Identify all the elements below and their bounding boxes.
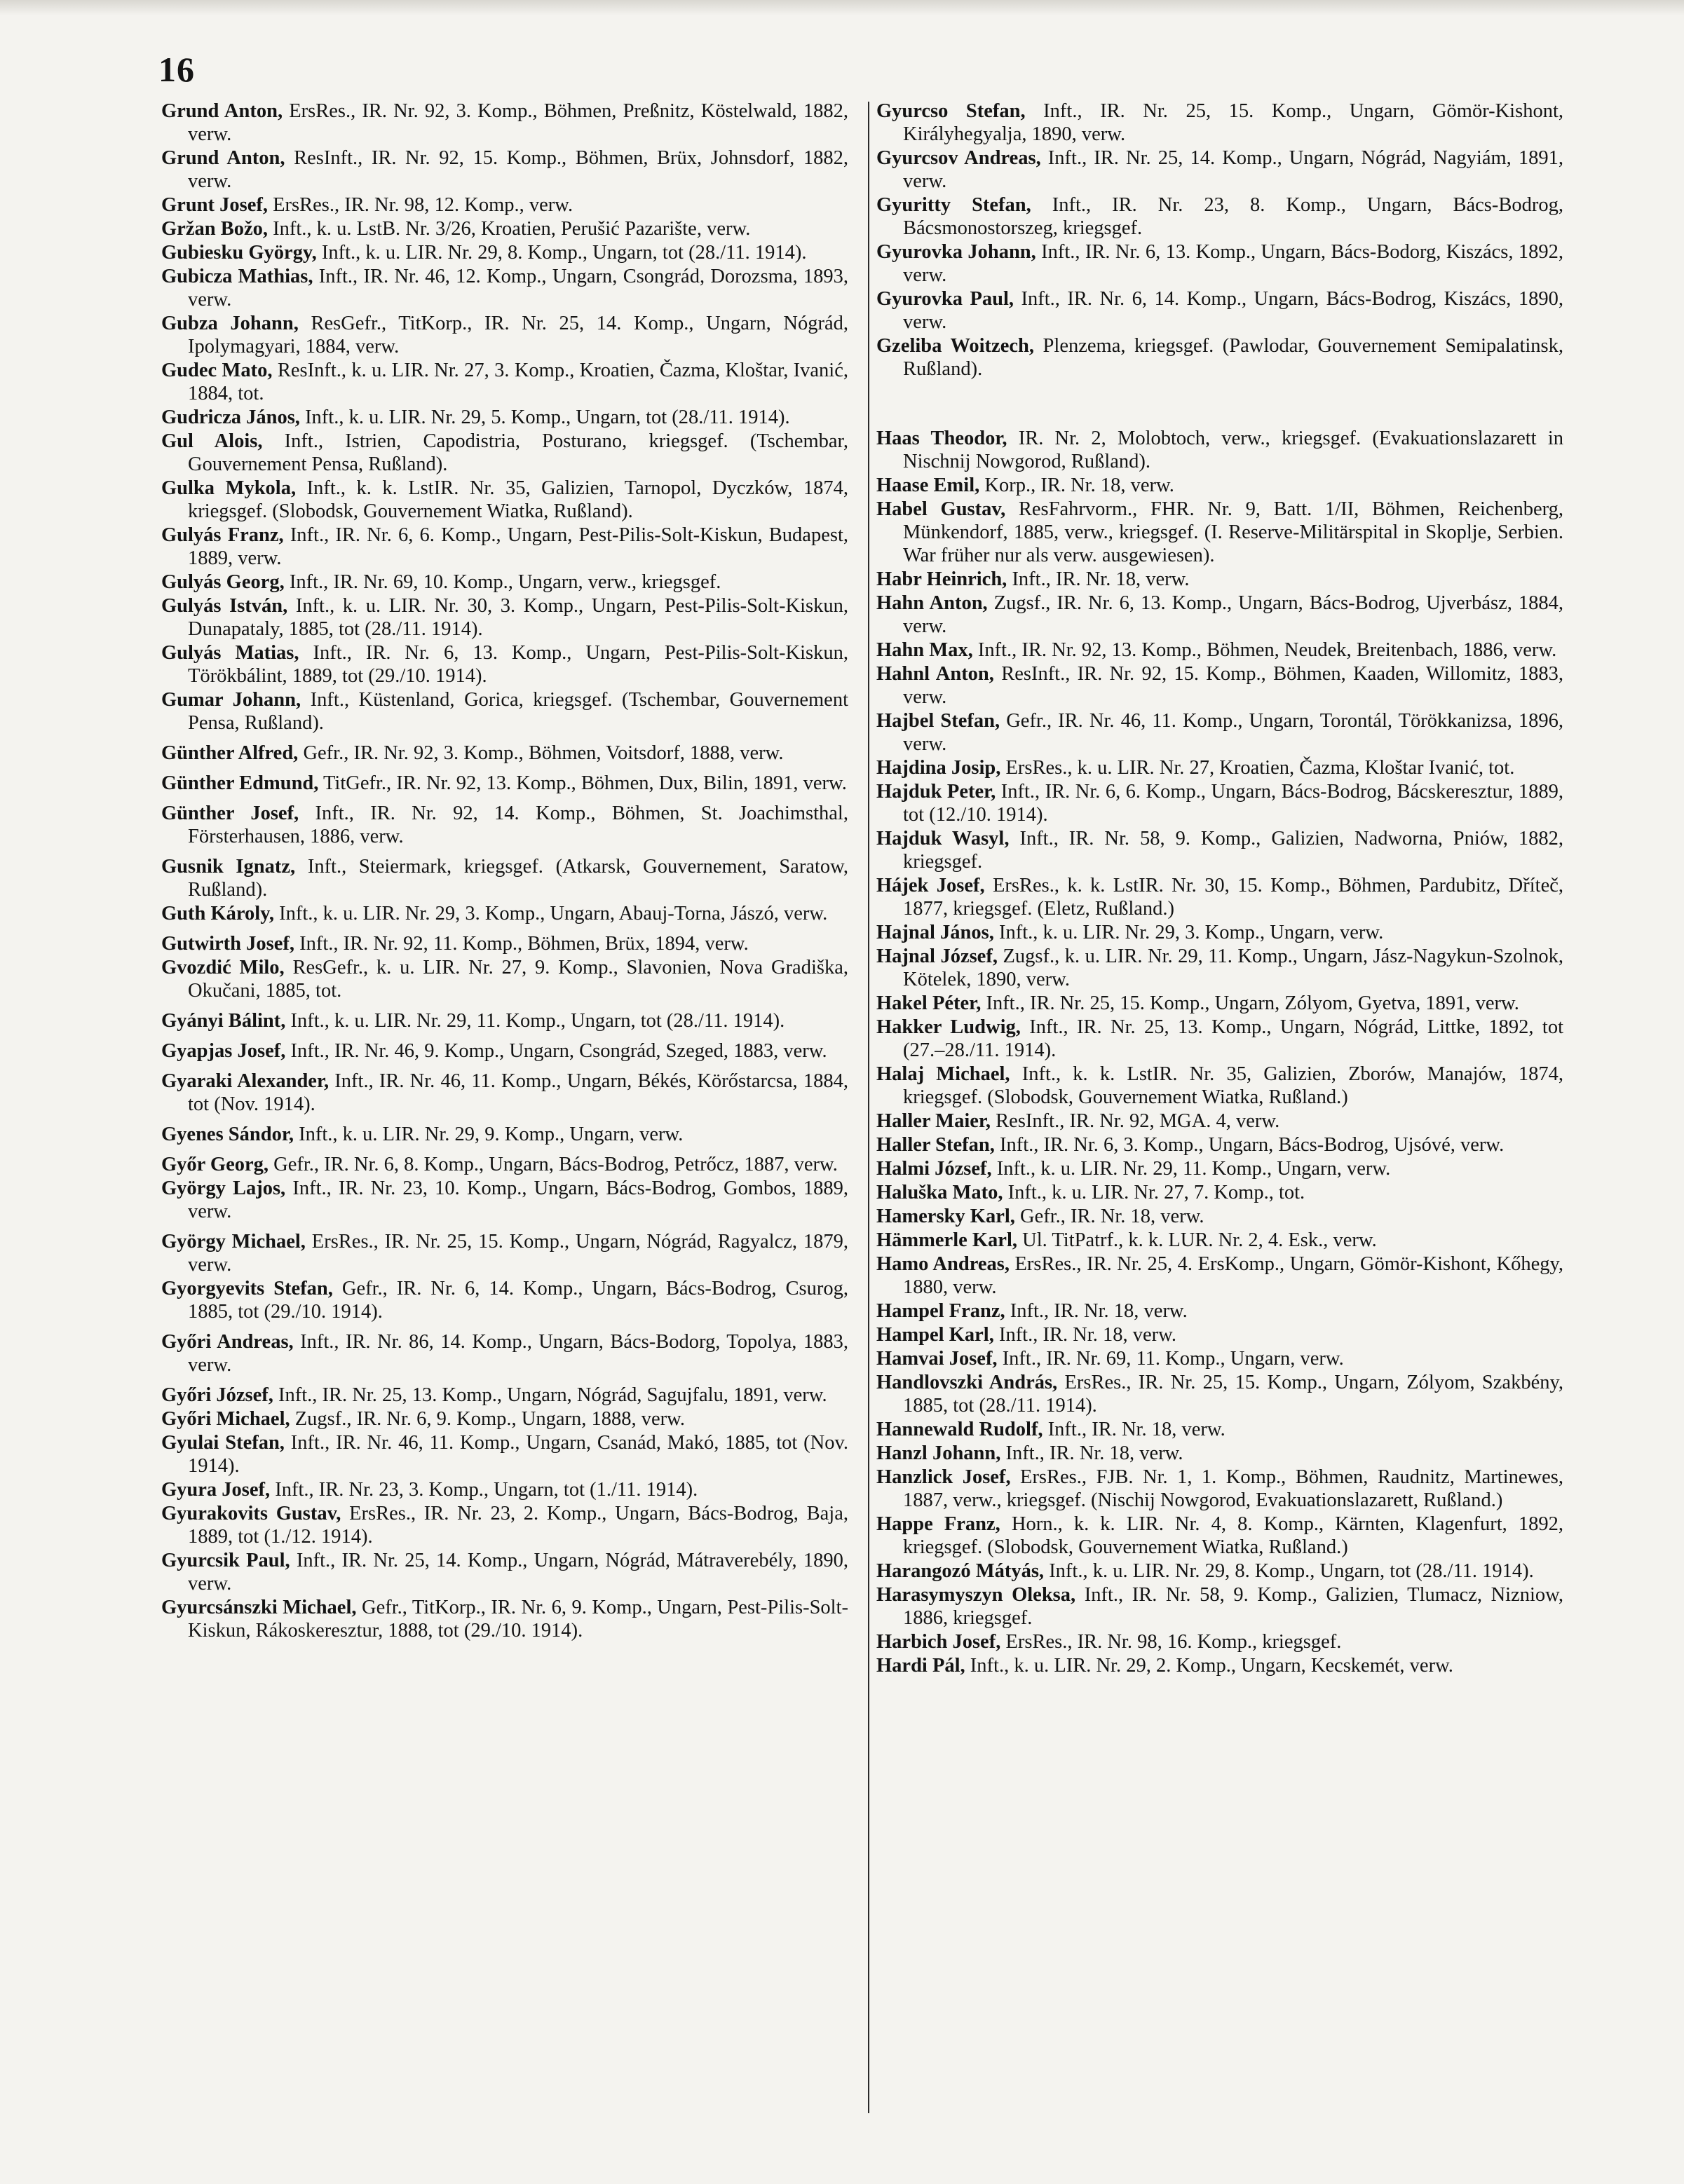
register-entry: [876, 592, 1563, 638]
register-entry: [161, 265, 848, 311]
register-entry: [161, 571, 848, 594]
entry-details: Inft., k. u. LIR. Nr. 29, 8. Komp., Ungarn, tot (28./11. 1914).: [316, 242, 807, 264]
register-entry: [161, 430, 848, 476]
entry-details: Inft., IR. Nr. 58, 9. Komp., Galizien, Tlumacz, Nizniow, 1886, kriegsgef.: [903, 1584, 1563, 1629]
register-entry: [876, 1133, 1563, 1156]
entry-details: Inft., k. u. LIR. Nr. 29, 9. Komp., Ungarn, verw.: [294, 1124, 684, 1145]
entry-details: Inft., IR. Nr. 6, 13. Komp., Ungarn, Bács-Bodorg, Kiszács, 1892, verw.: [903, 241, 1563, 286]
register-entry: [161, 100, 848, 146]
register-entry: [876, 945, 1563, 991]
entry-details: Gefr., IR. Nr. 46, 11. Komp., Ungarn, Torontál, Törökkanizsa, 1896, verw.: [903, 710, 1563, 755]
entry-name: Gul Alois,: [161, 430, 263, 452]
entry-details: Inft., IR. Nr. 92, 11. Komp., Böhmen, Brüx, 1894, verw.: [294, 933, 749, 955]
entry-name: György Lajos,: [161, 1178, 286, 1199]
register-entry: [161, 241, 848, 264]
entry-name: Gvozdić Milo,: [161, 957, 285, 978]
entry-name: Gyorgyevits Stefan,: [161, 1278, 333, 1299]
entry-details: Inft., IR. Nr. 46, 12. Komp., Ungarn, Csongrád, Dorozsma, 1893, verw.: [188, 266, 848, 310]
entry-name: Haller Maier,: [876, 1110, 991, 1132]
register-entry: [876, 1630, 1563, 1653]
register-entry: [876, 827, 1563, 873]
register-entry: [876, 1205, 1563, 1228]
entry-details: ResInft., k. u. LIR. Nr. 27, 3. Komp., Kroatien, Čazma, Kloštar, Ivanić, 1884, tot.: [188, 360, 848, 404]
entry-name: Gutwirth Josef,: [161, 933, 294, 955]
entry-name: Happe Franz,: [876, 1513, 1000, 1535]
entry-name: Győri Michael,: [161, 1408, 290, 1430]
register-entry: [161, 1070, 848, 1116]
entry-details: Inft., IR. Nr. 18, verw.: [1043, 1419, 1225, 1440]
entry-name: Hahnl Anton,: [876, 663, 994, 685]
register-entry: [161, 1153, 848, 1176]
entry-name: Gulyás Georg,: [161, 571, 285, 593]
register-entry: [161, 146, 848, 193]
entry-name: Harangozó Mátyás,: [876, 1560, 1045, 1582]
entry-name: Gyurovka Paul,: [876, 288, 1014, 310]
entry-name: Gudricza János,: [161, 407, 300, 428]
entry-name: Hanzl Johann,: [876, 1442, 1001, 1464]
entry-details: Inft., IR. Nr. 23, 8. Komp., Ungarn, Bács-Bodrog, Bácsmonostorszeg, kriegsgef.: [903, 194, 1564, 239]
entry-name: Hamvai Josef,: [876, 1348, 998, 1370]
register-entry: [876, 1253, 1563, 1299]
entry-details: Inft., k. u. LIR. Nr. 29, 5. Komp., Ungarn, tot (28./11. 1914).: [299, 407, 790, 428]
right-column: [876, 100, 1563, 1678]
entry-details: TitGefr., IR. Nr. 92, 13. Komp., Böhmen, Dux, Bilin, 1891, verw.: [318, 772, 847, 794]
entry-name: Gusnik Ignatz,: [161, 856, 296, 878]
entry-name: Gyurcsov Andreas,: [876, 147, 1041, 169]
entry-details: Inft., IR. Nr. 92, 13. Komp., Böhmen, Neudek, Breitenbach, 1886, verw.: [972, 639, 1557, 661]
entry-details: Inft., IR. Nr. 46, 11. Komp., Ungarn, Békés, Körőstarcsa, 1884, tot (Nov. 1914).: [188, 1070, 848, 1115]
entry-name: Halaj Michael,: [876, 1063, 1010, 1085]
register-entry: [161, 742, 848, 765]
entry-details: Inft., IR. Nr. 18, verw.: [993, 1324, 1176, 1346]
entry-name: György Michael,: [161, 1231, 306, 1253]
entry-details: Inft., Istrien, Capodistria, Posturano, kriegsgef. (Tschembar, Gouvernement Pensa, Rußland).: [188, 430, 848, 475]
register-entry: [161, 1330, 848, 1377]
register-entry: [876, 709, 1563, 756]
entry-details: ErsRes., IR. Nr. 25, 4. ErsKomp., Ungarn, Gömör-Kishont, Kőhegy, 1880, verw.: [903, 1253, 1563, 1298]
entry-name: Gyurcsik Paul,: [161, 1550, 290, 1571]
entry-details: ErsRes., IR. Nr. 23, 2. Komp., Ungarn, Bács-Bodrog, Baja, 1889, tot (1./12. 1914).: [188, 1503, 848, 1548]
register-entry: [876, 427, 1563, 473]
register-entry: [161, 1478, 848, 1501]
register-entry: [161, 193, 848, 217]
register-entry: [161, 1407, 848, 1431]
entry-name: Guth Károly,: [161, 903, 275, 924]
entry-details: Inft., k. u. LIR. Nr. 29, 2. Komp., Ungarn, Kecskemét, verw.: [965, 1655, 1453, 1677]
register-entry: [161, 1549, 848, 1595]
entry-details: Inft., IR. Nr. 6, 14. Komp., Ungarn, Bács-Bodrog, Kiszács, 1890, verw.: [903, 288, 1563, 333]
register-entry: [876, 1016, 1563, 1062]
entry-details: ResGefr., TitKorp., IR. Nr. 25, 14. Komp., Ungarn, Nógrád, Ipolymagyari, 1884, verw.: [188, 313, 848, 357]
entry-details: Inft., Steiermark, kriegsgef. (Atkarsk, Gouvernement, Saratow, Rußland).: [188, 856, 848, 901]
register-entry: [876, 1654, 1563, 1677]
entry-details: Gefr., IR. Nr. 92, 3. Komp., Böhmen, Voitsdorf, 1888, verw.: [298, 742, 784, 764]
entry-details: ResInft., IR. Nr. 92, 15. Komp., Böhmen, Kaaden, Willomitz, 1883, verw.: [903, 663, 1563, 708]
register-entry: [161, 1039, 848, 1063]
entry-name: Gubiesku György,: [161, 242, 317, 264]
register-entry: [161, 1177, 848, 1223]
register-entry: [161, 641, 848, 688]
register-entry: [876, 1299, 1563, 1323]
register-entry: [161, 312, 848, 358]
entry-name: Gyura Josef,: [161, 1479, 271, 1501]
entry-details: Inft., IR. Nr. 6, 13. Komp., Ungarn, Pest-Pilis-Solt-Kiskun, Törökbálint, 1889, tot (29./10. 1914).: [188, 642, 848, 687]
register-entry: [161, 802, 848, 848]
entry-details: Gefr., TitKorp., IR. Nr. 6, 9. Komp., Ungarn, Pest-Pilis-Solt-Kiskun, Rákoskeresztur, 1888, tot (29./10. 1914).: [188, 1597, 848, 1642]
entry-name: Günther Alfred,: [161, 742, 299, 764]
entry-name: Gudec Mato,: [161, 360, 273, 381]
entry-details: Zugsf., IR. Nr. 6, 9. Komp., Ungarn, 1888, verw.: [290, 1408, 685, 1430]
register-entry: [161, 902, 848, 925]
entry-name: Hajnal József,: [876, 946, 998, 967]
entry-name: Gyurakovits Gustav,: [161, 1503, 341, 1524]
register-entry: [161, 1502, 848, 1548]
entry-name: Habr Heinrich,: [876, 568, 1007, 590]
entry-details: Inft., IR. Nr. 23, 10. Komp., Ungarn, Bács-Bodrog, Gombos, 1889, verw.: [188, 1178, 848, 1222]
register-entry: [876, 1418, 1563, 1441]
register-entry: [876, 1466, 1563, 1512]
entry-name: Gyurovka Johann,: [876, 241, 1036, 263]
register-entry: [876, 992, 1563, 1015]
left-column: [161, 100, 848, 1643]
entry-details: Inft., k. k. LstIR. Nr. 35, Galizien, Zborów, Manajów, 1874, kriegsgef. (Slobodsk, Gouvernement Wiatka, Rußland.): [903, 1063, 1563, 1108]
entry-details: Inft., IR. Nr. 6, 3. Komp., Ungarn, Bács-Bodrog, Ujsóvé, verw.: [994, 1134, 1505, 1156]
entry-name: Hajnal János,: [876, 922, 994, 943]
register-entry: [876, 240, 1563, 287]
entry-details: ResInft., IR. Nr. 92, MGA. 4, verw.: [991, 1110, 1280, 1132]
entry-name: Gržan Božo,: [161, 218, 268, 240]
register-entry: [876, 100, 1563, 146]
entry-name: Haller Stefan,: [876, 1134, 995, 1156]
entry-details: Inft., k. u. LIR. Nr. 29, 11. Komp., Ungarn, tot (28./11. 1914).: [285, 1010, 785, 1032]
entry-name: Günther Josef,: [161, 803, 299, 824]
register-entry: [161, 524, 848, 570]
entry-name: Hájek Josef,: [876, 875, 985, 896]
entry-details: Inft., Küstenland, Gorica, kriegsgef. (Tschembar, Gouvernement Pensa, Rußland).: [188, 689, 848, 734]
entry-details: Horn., k. k. LIR. Nr. 4, 8. Komp., Kärnten, Klagenfurt, 1892, kriegsgef. (Slobodsk, Gouvernement Wiatka, Rußland.): [903, 1513, 1563, 1558]
register-entry: [876, 568, 1563, 591]
entry-name: Gyenes Sándor,: [161, 1124, 294, 1145]
entry-name: Haluška Mato,: [876, 1182, 1003, 1203]
entry-details: ErsRes., IR. Nr. 25, 15. Komp., Ungarn, Zólyom, Szakbény, 1885, tot (28./11. 1914).: [903, 1372, 1563, 1417]
entry-name: Günther Edmund,: [161, 772, 319, 794]
register-entry: [161, 594, 848, 641]
entry-name: Gyurcsánszki Michael,: [161, 1597, 357, 1618]
register-entry: [876, 1181, 1563, 1204]
register-entry: [161, 855, 848, 901]
entry-name: Hannewald Rudolf,: [876, 1419, 1043, 1440]
entry-details: Inft., IR. Nr. 18, verw.: [1007, 568, 1190, 590]
register-entry: [876, 498, 1563, 567]
register-entry: [876, 1583, 1563, 1630]
register-entry: [161, 1230, 848, 1276]
entry-name: Hajduk Wasyl,: [876, 828, 1010, 849]
entry-details: Inft., k. k. LstIR. Nr. 35, Galizien, Tarnopol, Dyczków, 1874, kriegsgef. (Slobodsk, Gouvernement Wiatka, Rußland).: [188, 477, 848, 522]
entry-details: Inft., IR. Nr. 69, 11. Komp., Ungarn, verw.: [997, 1348, 1344, 1370]
entry-name: Gulyás István,: [161, 595, 288, 617]
entry-details: Ul. TitPatrf., k. k. LUR. Nr. 2, 4. Esk., verw.: [1017, 1229, 1377, 1251]
register-entry: [876, 921, 1563, 944]
entry-details: ErsRes., k. k. LstIR. Nr. 30, 15. Komp., Böhmen, Pardubitz, Dříteč, 1877, kriegsgef. (Eletz, Rußland.): [903, 875, 1564, 920]
entry-details: Inft., k. u. LIR. Nr. 29, 3. Komp., Ungarn, verw.: [993, 922, 1384, 943]
register-entry: [876, 287, 1563, 334]
register-entry: [876, 1063, 1563, 1109]
entry-name: Gulyás Matias,: [161, 642, 299, 664]
register-entry: [876, 1323, 1563, 1346]
register-entry: [161, 1596, 848, 1642]
entry-name: Gulka Mykola,: [161, 477, 297, 499]
entry-name: Grunt Josef,: [161, 194, 268, 216]
entry-details: ResFahrvorm., FHR. Nr. 9, Batt. 1/II, Böhmen, Reichenberg, Münkendorf, 1885, verw., kriegsgef. (I. Reserve-Militärspital in Skoplje, Serbien. War früher nur als verw. ausgewiesen).: [903, 498, 1563, 566]
register-entry: [161, 932, 848, 955]
entry-details: ResGefr., k. u. LIR. Nr. 27, 9. Komp., Slavonien, Nova Gradiška, Okučani, 1885, tot.: [188, 957, 848, 1002]
entry-name: Gyurcso Stefan,: [876, 100, 1026, 122]
page-edge-shadow: [0, 0, 1684, 15]
entry-details: ErsRes., IR. Nr. 98, 12. Komp., verw.: [268, 194, 573, 216]
entry-details: Inft., k. u. LIR. Nr. 29, 3. Komp., Ungarn, Abauj-Torna, Jászó, verw.: [274, 903, 828, 924]
entry-name: Hampel Franz,: [876, 1300, 1005, 1322]
entry-name: Hahn Max,: [876, 639, 973, 661]
entry-details: Inft., IR. Nr. 69, 10. Komp., Ungarn, verw., kriegsgef.: [284, 571, 721, 593]
entry-name: Gyuritty Stefan,: [876, 194, 1031, 216]
entry-details: Inft., IR. Nr. 86, 14. Komp., Ungarn, Bács-Bodorg, Topolya, 1883, verw.: [188, 1331, 848, 1376]
entry-details: Inft., IR. Nr. 46, 9. Komp., Ungarn, Csongrád, Szeged, 1883, verw.: [285, 1040, 827, 1062]
entry-name: Hajbel Stefan,: [876, 710, 1000, 732]
register-entry: [876, 1157, 1563, 1180]
register-entry: [876, 474, 1563, 497]
entry-details: ErsRes., IR. Nr. 98, 16. Komp., kriegsgef.: [1000, 1631, 1342, 1653]
register-entry: [161, 772, 848, 795]
entry-details: Inft., k. u. LIR. Nr. 30, 3. Komp., Ungarn, Pest-Pilis-Solt-Kiskun, Dunapataly, 1885, tot (28./11. 1914).: [188, 595, 848, 640]
entry-details: Inft., IR. Nr. 25, 14. Komp., Ungarn, Nógrád, Nagyiám, 1891, verw.: [903, 147, 1563, 192]
entry-name: Hamersky Karl,: [876, 1206, 1015, 1227]
entry-name: Gubza Johann,: [161, 313, 299, 334]
register-entry: [876, 1229, 1563, 1252]
entry-details: Inft., IR. Nr. 92, 14. Komp., Böhmen, St. Joachimsthal, Försterhausen, 1886, verw.: [188, 803, 848, 847]
entry-name: Hakker Ludwig,: [876, 1016, 1021, 1038]
entry-name: Hajduk Peter,: [876, 781, 996, 803]
entry-details: ErsRes., k. u. LIR. Nr. 27, Kroatien, Čazma, Kloštar Ivanić, tot.: [1000, 757, 1515, 779]
entry-name: Hardi Pál,: [876, 1655, 965, 1677]
entry-name: Hamo Andreas,: [876, 1253, 1010, 1275]
entry-name: Gyulai Stefan,: [161, 1432, 285, 1454]
entry-name: Gyányi Bálint,: [161, 1010, 286, 1032]
register-entry: [876, 1442, 1563, 1465]
entry-details: Gefr., IR. Nr. 18, verw.: [1014, 1206, 1204, 1227]
register-entry: [161, 1384, 848, 1407]
register-entry: [161, 956, 848, 1002]
entry-name: Győri József,: [161, 1384, 273, 1406]
entry-name: Haase Emil,: [876, 475, 980, 496]
entry-details: Inft., IR. Nr. 18, verw.: [1000, 1442, 1183, 1464]
entry-details: Korp., IR. Nr. 18, verw.: [979, 475, 1174, 496]
register-entry: [876, 146, 1563, 193]
entry-name: Haas Theodor,: [876, 428, 1007, 449]
entry-name: Gulyás Franz,: [161, 524, 284, 546]
entry-details: ResInft., IR. Nr. 92, 15. Komp., Böhmen, Brüx, Johnsdorf, 1882, verw.: [188, 147, 848, 192]
register-entry: [161, 477, 848, 523]
register-entry: [876, 780, 1563, 826]
entry-name: Gumar Johann,: [161, 689, 301, 711]
entry-name: Gyaraki Alexander,: [161, 1070, 330, 1092]
entry-name: Gzeliba Woitzech,: [876, 335, 1034, 357]
register-entry: [876, 639, 1563, 662]
entry-details: Inft., k. u. LIR. Nr. 29, 8. Komp., Ungarn, tot (28./11. 1914).: [1044, 1560, 1534, 1582]
entry-name: Hampel Karl,: [876, 1324, 994, 1346]
entry-name: Hahn Anton,: [876, 592, 988, 614]
entry-name: Hakel Péter,: [876, 992, 982, 1014]
entry-name: Handlovszki András,: [876, 1372, 1058, 1393]
entry-name: Gubicza Mathias,: [161, 266, 313, 287]
register-entry: [161, 217, 848, 240]
entry-details: Inft., IR. Nr. 25, 15. Komp., Ungarn, Zólyom, Gyetva, 1891, verw.: [981, 992, 1519, 1014]
entry-details: Inft., IR. Nr. 25, 14. Komp., Ungarn, Nógrád, Mátraverebély, 1890, verw.: [188, 1550, 848, 1595]
register-entry: [876, 334, 1563, 381]
register-entry: [876, 874, 1563, 920]
entry-name: Harbich Josef,: [876, 1631, 1001, 1653]
entry-name: Hajdina Josip,: [876, 757, 1001, 779]
entry-name: Harasymyszyn Oleksa,: [876, 1584, 1076, 1606]
register-entry: [161, 1123, 848, 1146]
register-entry: [161, 688, 848, 735]
entry-details: Zugsf., IR. Nr. 6, 13. Komp., Ungarn, Bács-Bodrog, Ujverbász, 1884, verw.: [903, 592, 1563, 637]
entry-details: ErsRes., FJB. Nr. 1, 1. Komp., Böhmen, Raudnitz, Martinewes, 1887, verw., kriegsgef. (Nischij Nowgorod, Evakuationslazarett, Rußland.): [903, 1466, 1563, 1511]
entry-details: Inft., IR. Nr. 46, 11. Komp., Ungarn, Csanád, Makó, 1885, tot (Nov. 1914).: [188, 1432, 849, 1477]
register-entry: [161, 1431, 848, 1477]
entry-name: Grund Anton,: [161, 100, 283, 122]
register-entry: [161, 1009, 848, 1032]
register-entry: [161, 1277, 848, 1323]
entry-details: Inft., k. u. LIR. Nr. 29, 11. Komp., Ungarn, verw.: [991, 1158, 1391, 1180]
entry-details: ErsRes., IR. Nr. 25, 15. Komp., Ungarn, Nógrád, Ragyalcz, 1879, verw.: [188, 1231, 848, 1276]
entry-name: Győr Georg,: [161, 1154, 269, 1175]
entry-details: Inft., k. u. LstB. Nr. 3/26, Kroatien, Perušić Pazarište, verw.: [267, 218, 751, 240]
entry-details: Inft., IR. Nr. 6, 6. Komp., Ungarn, Pest-Pilis-Solt-Kiskun, Budapest, 1889, verw.: [188, 524, 848, 569]
register-entry: [876, 1371, 1563, 1417]
register-entry: [161, 406, 848, 429]
entry-details: Plenzema, kriegsgef. (Pawlodar, Gouvernement Semipalatinsk, Rußland).: [903, 335, 1564, 380]
register-entry: [876, 1347, 1563, 1370]
column-divider: [868, 102, 869, 2113]
register-entry: [876, 1513, 1563, 1559]
register-entry: [876, 662, 1563, 709]
entry-details: Inft., IR. Nr. 25, 13. Komp., Ungarn, Nógrád, Littke, 1892, tot (27.–28./11. 1914).: [903, 1016, 1563, 1061]
entry-details: Inft., IR. Nr. 58, 9. Komp., Galizien, Nadworna, Pniów, 1882, kriegsgef.: [903, 828, 1564, 873]
entry-details: Inft., IR. Nr. 25, 15. Komp., Ungarn, Gömör-Kishont, Királyhegyalja, 1890, verw.: [903, 100, 1563, 145]
entry-name: Hämmerle Karl,: [876, 1229, 1018, 1251]
entry-details: ErsRes., IR. Nr. 92, 3. Komp., Böhmen, Preßnitz, Köstelwald, 1882, verw.: [188, 100, 848, 145]
entry-details: Inft., IR. Nr. 23, 3. Komp., Ungarn, tot (1./11. 1914).: [270, 1479, 698, 1501]
entry-name: Grund Anton,: [161, 147, 285, 169]
page-number: 16: [158, 50, 195, 89]
entry-details: IR. Nr. 2, Molobtoch, verw., kriegsgef. (Evakuationslazarett in Nischnij Nowgorod, Rußland).: [903, 428, 1563, 472]
entry-details: Inft., k. u. LIR. Nr. 27, 7. Komp., tot.: [1003, 1182, 1305, 1203]
register-entry: [876, 1559, 1563, 1583]
register-entry: [876, 193, 1563, 240]
entry-details: Inft., IR. Nr. 18, verw.: [1005, 1300, 1188, 1322]
entry-details: Inft., IR. Nr. 25, 13. Komp., Ungarn, Nógrád, Sagujfalu, 1891, verw.: [273, 1384, 827, 1406]
entry-name: Győri Andreas,: [161, 1331, 294, 1353]
entry-name: Gyapjas Josef,: [161, 1040, 286, 1062]
entry-details: Inft., IR. Nr. 6, 6. Komp., Ungarn, Bács-Bodrog, Bácskeresztur, 1889, tot (12./10. 1914).: [903, 781, 1563, 826]
entry-details: Gefr., IR. Nr. 6, 8. Komp., Ungarn, Bács-Bodrog, Petrőcz, 1887, verw.: [269, 1154, 838, 1175]
register-entry: [161, 359, 848, 405]
entry-name: Halmi József,: [876, 1158, 992, 1180]
entry-name: Hanzlick Josef,: [876, 1466, 1011, 1488]
entry-name: Habel Gustav,: [876, 498, 1006, 520]
entry-details: Gefr., IR. Nr. 6, 14. Komp., Ungarn, Bács-Bodrog, Csurog, 1885, tot (29./10. 1914).: [188, 1278, 848, 1323]
register-entry: [876, 1110, 1563, 1133]
entry-details: Zugsf., k. u. LIR. Nr. 29, 11. Komp., Ungarn, Jász-Nagykun-Szolnok, Kötelek, 1890, verw.: [903, 946, 1563, 990]
register-entry: [876, 756, 1563, 779]
